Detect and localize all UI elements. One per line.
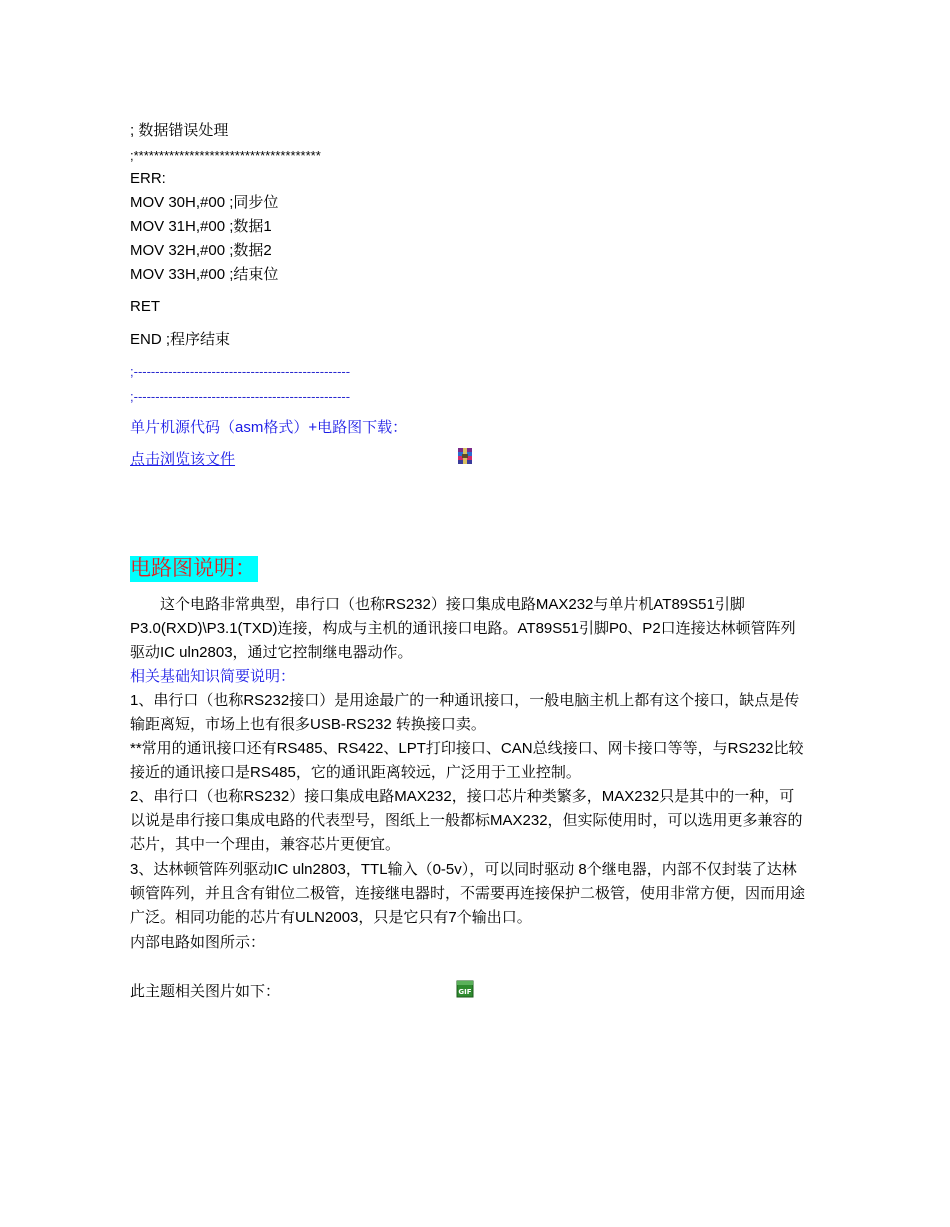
code-line: MOV 33H,#00 ;结束位 [130, 266, 279, 283]
internal-circuit-caption: 内部电路如图所示： [130, 934, 266, 951]
code-separator: ;-------------------------------------------------- [130, 389, 351, 404]
code-ret: RET [130, 298, 160, 315]
intro-paragraph: 这个电路非常典型，串行口（也称RS232）接口集成电路MAX232与单片机AT89S51引脚P3.0(RXD)\P3.1(TXD)连接，构成与主机的通讯接口电路。AT89S51引脚P0、P2口连接达林顿管阵列驱动IC uln2803，通过它控制继电器动作。 [130, 596, 796, 661]
basics-subheading: 相关基础知识简要说明： [130, 668, 296, 685]
download-title: 单片机源代码（asm格式）+电路图下载： [130, 419, 408, 436]
related-images-caption: 此主题相关图片如下： [130, 983, 281, 1000]
code-stars-separator: ;************************************* [130, 148, 321, 163]
browse-file-link[interactable]: 点击浏览该文件 [130, 451, 236, 468]
code-label: ERR: [130, 170, 166, 187]
gif-image-icon[interactable] [456, 980, 474, 998]
note-paragraph: **常用的通讯接口还有RS485、RS422、LPT打印接口、CAN总线接口、网卡接口等等，与RS232比较接近的通讯接口是RS485，它的通讯距离较远，广泛用于工业控制。 [130, 740, 804, 781]
code-end: END ;程序结束 [130, 331, 231, 348]
code-line: MOV 32H,#00 ;数据2 [130, 242, 272, 259]
code-separator: ;-------------------------------------------------- [130, 364, 351, 379]
svg-text:GIF: GIF [458, 988, 472, 996]
rar-archive-icon[interactable] [456, 447, 474, 465]
code-comment-title: ; 数据错误处理 [130, 122, 229, 139]
item-2-paragraph: 2、串行口（也称RS232）接口集成电路MAX232，接口芯片种类繁多，MAX232只是其中的一种，可以说是串行接口集成电路的代表型号，图纸上一般都标MAX232，但实际使用时，可以选用更多兼容的芯片，其中一个理由，兼容芯片更便宜。 [130, 788, 803, 853]
item-1-paragraph: 1、串行口（也称RS232接口）是用途最广的一种通讯接口，一般电脑主机上都有这个接口，缺点是传输距离短，市场上也有很多USB-RS232 转换接口卖。 [130, 692, 800, 733]
section-heading: 电路图说明： [130, 557, 256, 580]
code-line: MOV 31H,#00 ;数据1 [130, 218, 272, 235]
item-3-paragraph: 3、达林顿管阵列驱动IC uln2803，TTL输入（0-5v），可以同时驱动 8个继电器，内部不仅封装了达林顿管阵列，并且含有钳位二极管，连接继电器时，不需要再连接保护二极管，使用非常方便，因而用途广泛。相同功能的芯片有ULN2003，只是它只有7个输出口。 [130, 861, 806, 926]
code-line: MOV 30H,#00 ;同步位 [130, 194, 279, 211]
